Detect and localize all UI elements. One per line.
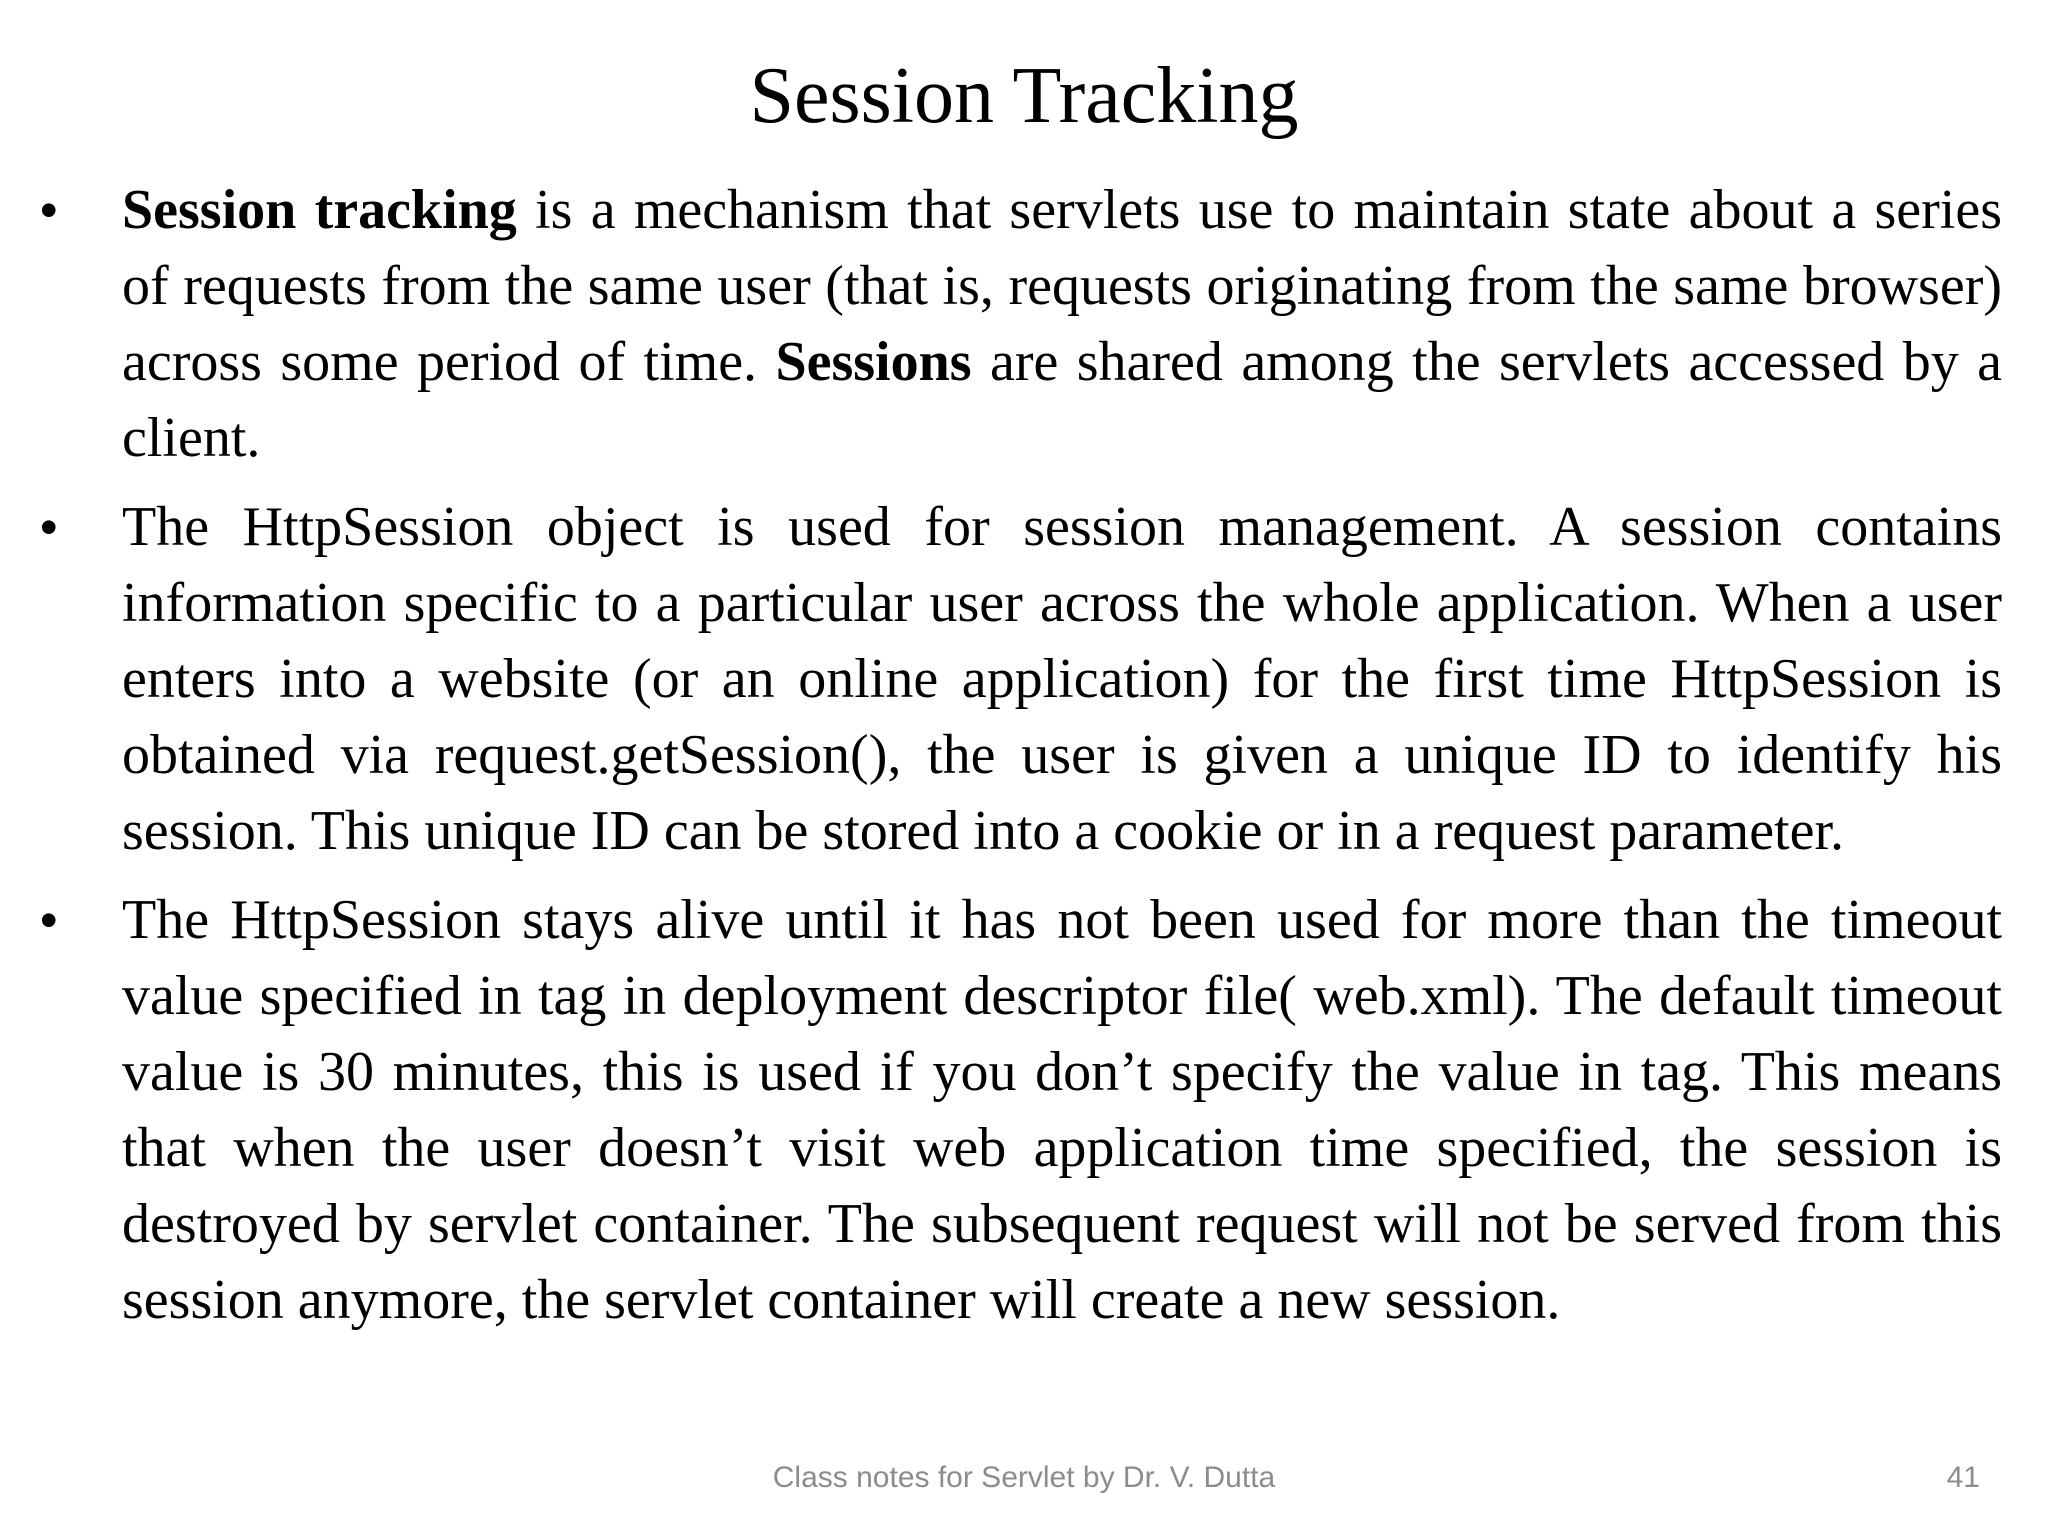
bullet-text: The HttpSession stays alive until it has not been used for more than the timeout value specified in tag in deployment descriptor file( web.xml). The default timeout value is 30 minutes, this is used if you don’t specify the value in tag. This means that when the user doesn’t visit web application time specified, the session is destroyed by servlet container. The subsequent request will not be served from this session anymore, the servlet container will create a new session. (122, 889, 2002, 1331)
slide-footer: Class notes for Servlet by Dr. V. Dutta (772, 1461, 1276, 1494)
bold-term-sessions: Sessions (775, 331, 972, 393)
bullet-item-httpsession-object (40, 489, 2002, 869)
bullet-list (40, 172, 2002, 1351)
bullet-marker: • (40, 892, 58, 948)
page-number: 41 (1946, 1461, 1980, 1494)
bullet-item-session-tracking (40, 172, 2002, 476)
bullet-marker: • (40, 182, 58, 238)
bullet-item-httpsession-timeout (40, 882, 2002, 1338)
bullet-text: are shared among the servlets accessed by a client. (122, 331, 2002, 469)
bullet-marker: • (40, 499, 58, 555)
slide-title: Session Tracking (749, 52, 1299, 140)
bullet-text: The HttpSession object is used for session management. A session contains information specific to a particular user across the whole application. When a user enters into a website (or an online application) for the first time HttpSession is obtained via request.getSession(), the user is given a unique ID to identify his session. This unique ID can be stored into a cookie or in a request parameter. (122, 496, 2002, 862)
bullet-text: is a mechanism that servlets use to maintain state about a series of requests from the same user (that is, requests originating from the same browser) across some period of time. (122, 179, 2002, 393)
bold-term-session-tracking: Session tracking (122, 179, 517, 241)
